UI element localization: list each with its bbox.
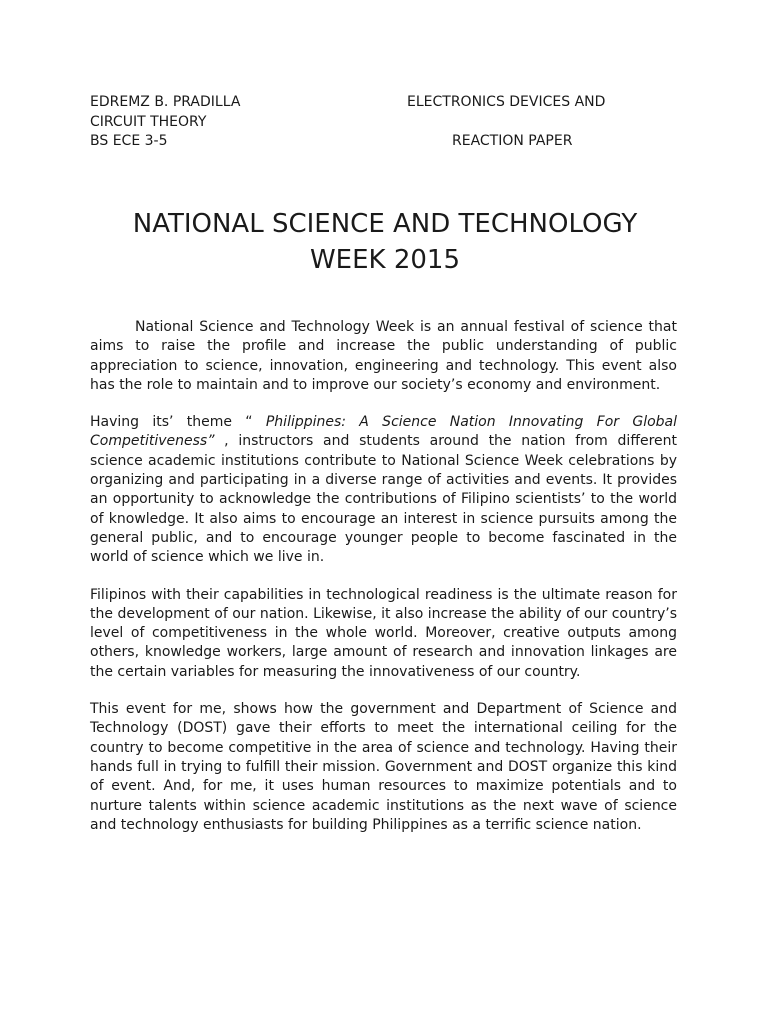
author-name: EDREMZ B. PRADILLA — [90, 94, 241, 110]
paragraph-2-rest: , instructors and students around the nation from different science academic institutions contribute to National Science Week celebrations by organizing and participating in a diverse range of activities and events. It provides an opportunity to acknowledge the contributions of Filipino scientists’ to the world of knowledge. It also aims to encourage an interest in science pursuits among the general public, and to encourage younger people to become fascinated in the world of science which we live in. — [90, 433, 677, 566]
page-title — [90, 206, 680, 278]
course-section: BS ECE 3-5 — [90, 133, 168, 149]
subject-name-continued: CIRCUIT THEORY — [90, 113, 207, 130]
header-line-1 — [90, 93, 680, 113]
paragraph-2-intro: Having its’ theme “ — [90, 414, 266, 431]
header-line-3 — [90, 132, 680, 152]
title-line-1: NATIONAL SCIENCE AND TECHNOLOGY — [132, 209, 638, 239]
paragraph-4: This event for me, shows how the government and Department of Science and Technology (DOST) gave their efforts to meet the international ceiling for the country to become competitive in the area of science and technology. Having their hands full in trying to fulfill their mission. Government and DOST organize this kind of event. And, for me, it uses human resources to maximize potentials and to nurture talents within science academic institutions as the next wave of science and technology enthusiasts for building Philippines as a terrific science nation. — [90, 701, 677, 833]
paper-type: REACTION PAPER — [452, 133, 573, 149]
header-line-2 — [90, 113, 680, 133]
subject-name: ELECTRONICS DEVICES AND — [407, 94, 606, 110]
paragraph-2 — [90, 413, 677, 567]
paragraph-3: Filipinos with their capabilities in technological readiness is the ultimate reason for the development of our nation. Likewise, it also increase the ability of our country’s level of competitiveness in the whole world. Moreover, creative outputs among others, knowledge workers, large amount of research and innovation linkages are the certain variables for measuring the innovativeness of our country. — [90, 586, 677, 680]
paper-header — [90, 93, 680, 152]
title-line-2: WEEK 2015 — [309, 245, 461, 275]
essay-body — [90, 318, 677, 853]
paragraph-1: National Science and Technology Week is an annual festival of science that aims to raise the profile and increase the public understanding of public appreciation to science, innovation, engineering and technology. This event also has the role to maintain and to improve our society’s economy and environment. — [90, 319, 677, 393]
theme-quote: Philippines: A Science Nation Innovating For Global Competitiveness” — [90, 414, 677, 450]
